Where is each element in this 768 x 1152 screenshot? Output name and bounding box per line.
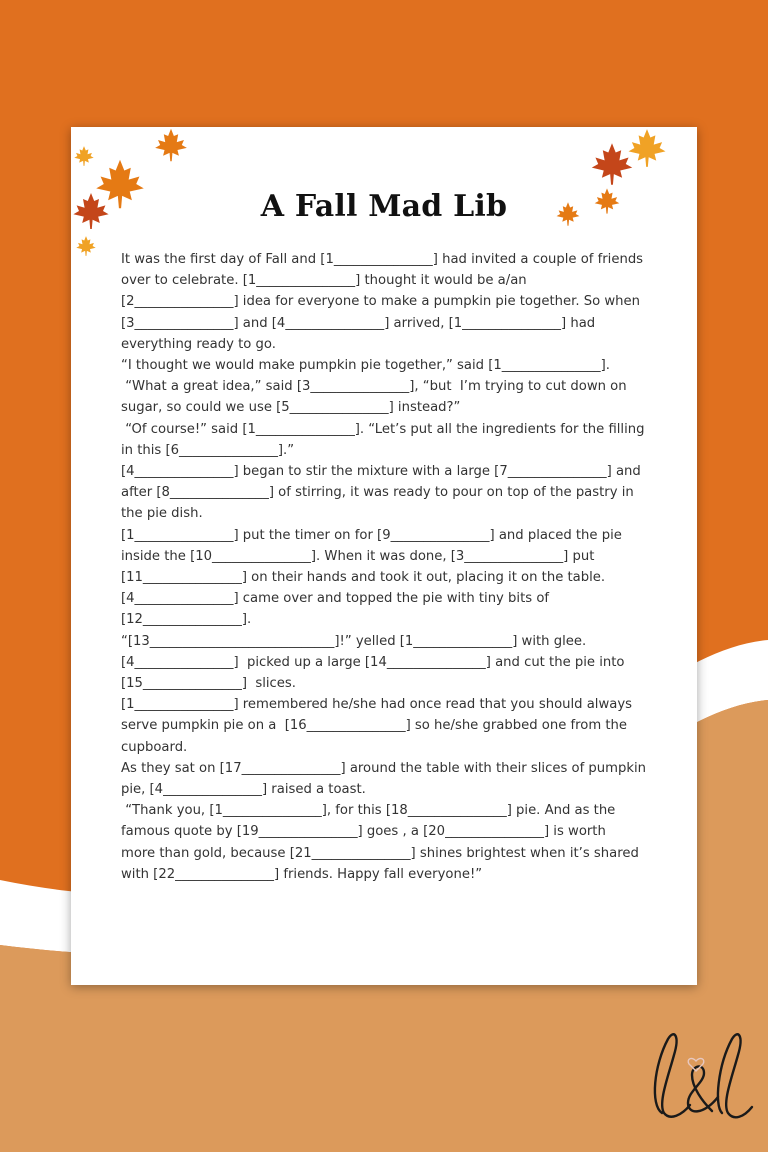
maple-leaf-shape bbox=[76, 236, 95, 256]
maple-leaf-icon bbox=[73, 145, 95, 167]
story-line: “[13____________________________]!” yelled [1_______________] with glee. bbox=[121, 633, 587, 649]
story-line: [1_______________] remembered he/she had once read that you should always bbox=[121, 697, 633, 713]
page-title: A Fall Mad Lib bbox=[260, 189, 508, 224]
story-line: famous quote by [19_______________] goes , a [20_______________] is worth bbox=[121, 824, 606, 840]
ampersand-monogram-icon bbox=[640, 1025, 758, 1125]
monogram-stroke-right-l bbox=[718, 1034, 752, 1117]
story-line: [12_______________]. bbox=[121, 612, 252, 628]
story-line: in this [6_______________].” bbox=[121, 442, 295, 458]
story-line: with [22_______________] friends. Happy fall everyone!” bbox=[121, 866, 483, 882]
maple-leaf-shape bbox=[592, 143, 632, 184]
story-line: “Of course!” said [1_______________]. “Let’s put all the ingredients for the filling bbox=[121, 421, 645, 437]
story-line: after [8_______________] of stirring, it was ready to pour on top of the pastry in bbox=[121, 485, 634, 501]
story-line: [4_______________] began to stir the mixture with a large [7_______________] and bbox=[121, 464, 641, 480]
story-line: As they sat on [17_______________] around the table with their slices of pumpkin bbox=[121, 760, 647, 776]
story-line: [3_______________] and [4_______________] arrived, [1_______________] had bbox=[121, 315, 596, 331]
story-line: “Thank you, [1_______________], for this [18_______________] pie. And as the bbox=[121, 803, 616, 819]
story-line: more than gold, because [21_______________] shines brightest when it’s shared bbox=[121, 845, 639, 861]
monogram-stroke-left-l bbox=[655, 1034, 690, 1116]
story-line: [2_______________] idea for everyone to make a pumpkin pie together. So when bbox=[121, 294, 640, 310]
story-line: [1_______________] put the timer on for [9_______________] and placed the pie bbox=[121, 527, 622, 543]
story-line: [4_______________] picked up a large [14_______________] and cut the pie into bbox=[121, 654, 625, 670]
maple-leaf-icon bbox=[589, 141, 635, 187]
story-line: everything ready to go. bbox=[121, 336, 276, 352]
story-line: serve pumpkin pie on a [16_______________] so he/she grabbed one from the bbox=[121, 718, 628, 734]
maple-leaf-icon bbox=[153, 127, 189, 163]
story-line: the pie dish. bbox=[121, 506, 203, 522]
story-line: [4_______________] came over and topped the pie with tiny bits of bbox=[121, 591, 550, 607]
mad-lib-sheet bbox=[71, 127, 697, 985]
story-line: [11_______________] on their hands and took it out, placing it on the table. bbox=[121, 570, 606, 586]
story-line: [15_______________] slices. bbox=[121, 676, 296, 692]
story-line: cupboard. bbox=[121, 739, 188, 755]
story-text bbox=[121, 249, 681, 885]
maple-leaf-icon bbox=[75, 235, 97, 257]
maple-leaf-shape bbox=[155, 129, 187, 161]
story-line: “I thought we would make pumpkin pie together,” said [1_______________]. bbox=[121, 358, 610, 374]
story-line: “What a great idea,” said [3_______________], “but I’m trying to cut down on bbox=[121, 379, 627, 395]
heart-icon bbox=[688, 1058, 704, 1071]
story-line: It was the first day of Fall and [1_______________] had invited a couple of friends bbox=[121, 252, 644, 267]
story-line: over to celebrate. [1_______________] thought it would be a/an bbox=[121, 273, 527, 289]
story-line: pie, [4_______________] raised a toast. bbox=[121, 782, 366, 798]
story-line: sugar, so could we use [5_______________] instead?” bbox=[121, 400, 461, 416]
maple-leaf-shape bbox=[74, 146, 93, 166]
story-line: inside the [10_______________]. When it was done, [3_______________] put bbox=[121, 548, 595, 564]
monogram-stroke-ampersand bbox=[688, 1066, 718, 1111]
